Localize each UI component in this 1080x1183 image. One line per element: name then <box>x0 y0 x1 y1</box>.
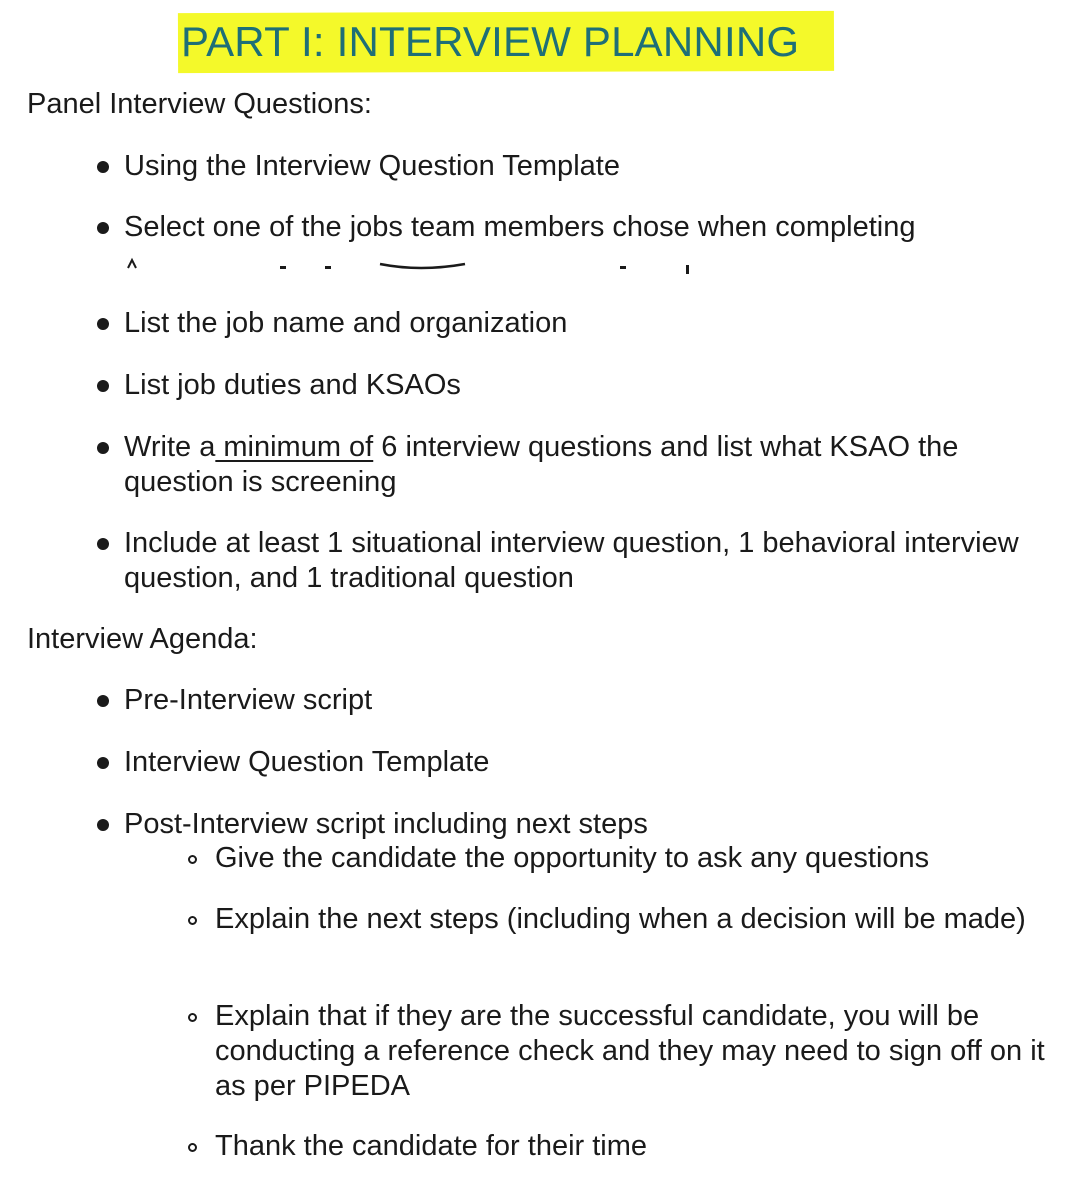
list-item: Interview Question Template <box>124 746 490 778</box>
list-item: List the job name and organization <box>124 307 568 339</box>
list-item: Post-Interview script including next steps <box>124 808 648 840</box>
bullet-icon <box>97 222 109 234</box>
bullet-icon <box>97 538 109 550</box>
page-title: PART I: INTERVIEW PLANNING <box>181 18 800 65</box>
list-item: Select one of the jobs team members chose when completing <box>124 211 916 243</box>
sub-list-item: Give the candidate the opportunity to ask any questions <box>215 842 930 874</box>
item-text-pre: Write a <box>124 431 216 463</box>
bullet-icon <box>97 161 109 173</box>
list-item <box>124 430 1074 500</box>
list-item: List job duties and KSAOs <box>124 369 461 401</box>
cropped-text-fragment <box>120 256 700 274</box>
hollow-bullet-icon <box>188 1013 197 1022</box>
sub-list-item: Thank the candidate for their time <box>215 1130 648 1162</box>
section-heading-interview-agenda: Interview Agenda: <box>27 623 258 655</box>
sub-list-item: Explain that if they are the successful candidate, you will be conducting a reference check and they may need to sign off on it as per PIPEDA <box>215 1000 1045 1102</box>
hollow-bullet-icon <box>188 855 197 864</box>
hollow-bullet-icon <box>188 1143 197 1152</box>
sub-list-item: Explain the next steps (including when a decision will be made) <box>215 903 1026 935</box>
hollow-bullet-icon <box>188 916 197 925</box>
bullet-icon <box>97 695 109 707</box>
bullet-icon <box>97 819 109 831</box>
list-item: Include at least 1 situational interview question, 1 behavioral interview question, and 1 traditional question <box>124 527 1019 594</box>
bullet-icon <box>97 442 109 454</box>
section-heading-panel-questions: Panel Interview Questions: <box>27 88 372 120</box>
bullet-icon <box>97 318 109 330</box>
list-item: Pre-Interview script <box>124 684 373 716</box>
item-text-post: 6 interview questions and list what KSAO the question is screening <box>124 431 959 498</box>
item-text-underlined: minimum of <box>215 431 374 463</box>
bullet-icon <box>97 380 109 392</box>
list-item: Using the Interview Question Template <box>124 150 620 182</box>
bullet-icon <box>97 757 109 769</box>
